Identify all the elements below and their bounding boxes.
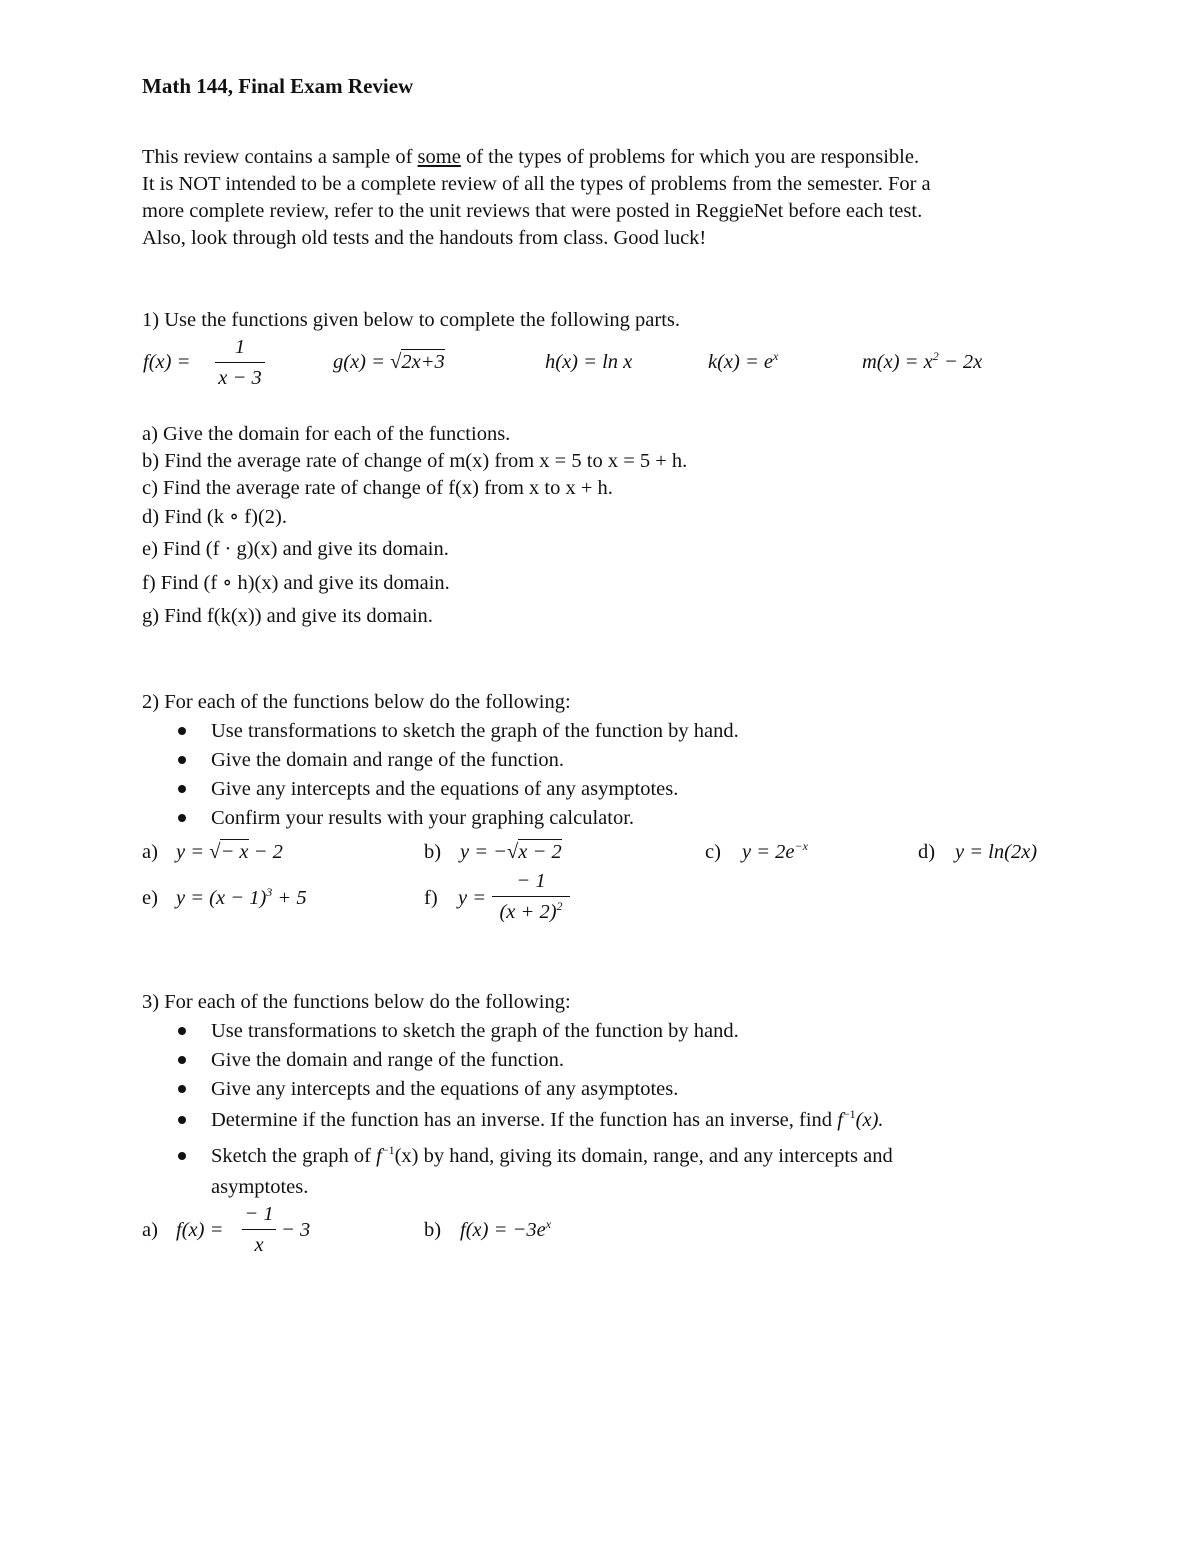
q1-m-rhs: − 2x — [938, 351, 983, 373]
q1-m-lhs: m(x) = x — [862, 351, 933, 373]
q2-e-expr — [176, 885, 307, 909]
q3-bullet-5-line-2: asymptotes. — [211, 1176, 309, 1198]
q1-part-e: e) Find (f · g)(x) and give its domain. — [142, 538, 449, 560]
q2-b-expr — [460, 842, 562, 863]
q1-f-fraction — [215, 336, 265, 390]
q2-e-label: e) — [142, 887, 158, 909]
q3-bullet-5 — [211, 1143, 893, 1167]
q2-a-label: a) — [142, 841, 158, 863]
q2-a-expr — [176, 842, 283, 863]
q3-a-numerator: − 1 — [244, 1203, 274, 1225]
q3-bullet-5-text-b: (x) by hand, giving its domain, range, and any intercepts and — [394, 1145, 893, 1167]
q3-a-fraction — [242, 1203, 276, 1257]
q2-e-rhs: + 5 — [272, 887, 307, 909]
sqrt-symbol: √ — [209, 841, 221, 863]
q1-part-d: d) Find (k ∘ f)(2). — [142, 506, 287, 528]
bullet-icon — [178, 727, 186, 735]
page-title: Math 144, Final Exam Review — [142, 74, 414, 98]
q1-part-c: c) Find the average rate of change of f(x) from x to x + h. — [142, 477, 613, 499]
fraction-bar — [242, 1229, 276, 1230]
q3-b-lhs: f(x) = −3e — [460, 1219, 546, 1241]
q3-bullet-4-f: f — [837, 1109, 843, 1131]
q1-f-numerator: 1 — [234, 336, 246, 358]
q1-h: h(x) = ln x — [545, 351, 633, 373]
sqrt-symbol: √ — [507, 841, 519, 863]
intro-line-1 — [142, 147, 919, 168]
bullet-icon — [178, 1085, 186, 1093]
intro-line-3: more complete review, refer to the unit reviews that were posted in ReggieNet before each test. — [142, 200, 923, 222]
q2-f-den-base: (x + 2) — [499, 901, 557, 923]
bullet-icon — [178, 1056, 186, 1064]
q3-b-label: b) — [424, 1219, 442, 1241]
fraction-bar — [492, 896, 570, 897]
sqrt-symbol: √ — [390, 351, 402, 373]
bullet-icon — [178, 1116, 186, 1124]
q2-a-radicand: − x — [220, 841, 249, 863]
q3-bullet-4-exponent: −1 — [842, 1107, 856, 1121]
q3-a-rhs: − 3 — [281, 1219, 311, 1241]
q2-e-exponent: 3 — [266, 885, 273, 899]
q1-part-g: g) Find f(k(x)) and give its domain. — [142, 605, 433, 627]
intro-line-4: Also, look through old tests and the handouts from class. Good luck! — [142, 227, 707, 249]
q2-bullet-1: Use transformations to sketch the graph of the function by hand. — [211, 720, 739, 742]
q2-b-label: b) — [424, 841, 442, 863]
intro-line-2: It is NOT intended to be a complete review of all the types of problems from the semester. For a — [142, 173, 931, 195]
q3-prompt: 3) For each of the functions below do the following: — [142, 991, 571, 1013]
q2-f-label: f) — [424, 887, 438, 909]
q2-f-numerator: − 1 — [516, 870, 546, 892]
q2-f-denominator — [492, 901, 570, 924]
q1-k-exponent: x — [773, 349, 779, 363]
q1-m-exponent: 2 — [932, 349, 939, 363]
q2-a-rhs: − 2 — [248, 841, 283, 863]
q3-bullet-5-exponent: −1 — [381, 1143, 395, 1157]
q2-f-den-exponent: 2 — [556, 899, 563, 913]
q2-c-lhs: y = 2e — [742, 841, 795, 863]
q3-bullet-2: Give the domain and range of the function. — [211, 1049, 564, 1071]
bullet-icon — [178, 1027, 186, 1035]
q1-prompt: 1) Use the functions given below to complete the following parts. — [142, 309, 681, 331]
q3-a-denominator: x — [254, 1234, 264, 1256]
q2-f-fraction — [492, 870, 570, 924]
q2-b-radicand: x − 2 — [518, 841, 562, 863]
fraction-bar — [215, 362, 265, 363]
q2-d-label: d) — [918, 841, 936, 863]
q3-b-exponent: x — [545, 1217, 552, 1231]
bullet-icon — [178, 1152, 186, 1160]
q2-bullet-3: Give any intercepts and the equations of any asymptotes. — [211, 778, 679, 800]
q1-f-denominator: x − 3 — [218, 367, 262, 389]
q3-bullet-1: Use transformations to sketch the graph of the function by hand. — [211, 1020, 739, 1042]
q2-prompt: 2) For each of the functions below do the following: — [142, 691, 571, 713]
q1-k-lhs: k(x) = e — [708, 351, 774, 373]
q2-f-lhs: y = — [458, 887, 487, 909]
intro-underlined: some — [417, 146, 461, 168]
q3-bullet-5-text: Sketch the graph of — [211, 1145, 377, 1167]
q2-b-lhs: y = − — [460, 841, 508, 863]
q1-g — [333, 352, 445, 373]
q1-part-a: a) Give the domain for each of the functions. — [142, 423, 511, 445]
q2-d-expr: y = ln(2x) — [955, 841, 1038, 863]
q3-bullet-5-f: f — [376, 1145, 382, 1167]
q3-a-lhs: f(x) = — [176, 1219, 224, 1241]
q2-c-label: c) — [705, 841, 721, 863]
q2-c-exponent: −x — [794, 839, 808, 853]
q1-part-f: f) Find (f ∘ h)(x) and give its domain. — [142, 572, 450, 594]
intro-text: of the types of problems for which you are responsible. — [460, 146, 920, 168]
q1-m — [862, 349, 983, 373]
q1-k — [708, 349, 779, 373]
bullet-icon — [178, 785, 186, 793]
bullet-icon — [178, 756, 186, 764]
q2-c-expr — [742, 839, 808, 863]
bullet-icon — [178, 814, 186, 822]
q3-bullet-4-text: Determine if the function has an inverse. If the function has an inverse, find — [211, 1109, 838, 1131]
q1-f-lhs: f(x) = — [143, 351, 191, 373]
q3-bullet-4 — [211, 1107, 884, 1131]
q1-g-radicand: 2x+3 — [401, 351, 445, 373]
q3-bullet-3: Give any intercepts and the equations of any asymptotes. — [211, 1078, 679, 1100]
q3-bullet-4-arg: (x). — [855, 1109, 884, 1131]
q2-e-lhs: y = (x − 1) — [176, 887, 267, 909]
q3-b-expr — [460, 1217, 552, 1241]
q2-bullet-2: Give the domain and range of the function. — [211, 749, 564, 771]
intro-text: This review contains a sample of — [142, 146, 418, 168]
q1-part-b: b) Find the average rate of change of m(x) from x = 5 to x = 5 + h. — [142, 450, 688, 472]
q1-g-lhs: g(x) = — [333, 351, 385, 373]
q2-a-lhs: y = — [176, 841, 205, 863]
q2-bullet-4: Confirm your results with your graphing calculator. — [211, 807, 635, 829]
q3-a-label: a) — [142, 1219, 158, 1241]
